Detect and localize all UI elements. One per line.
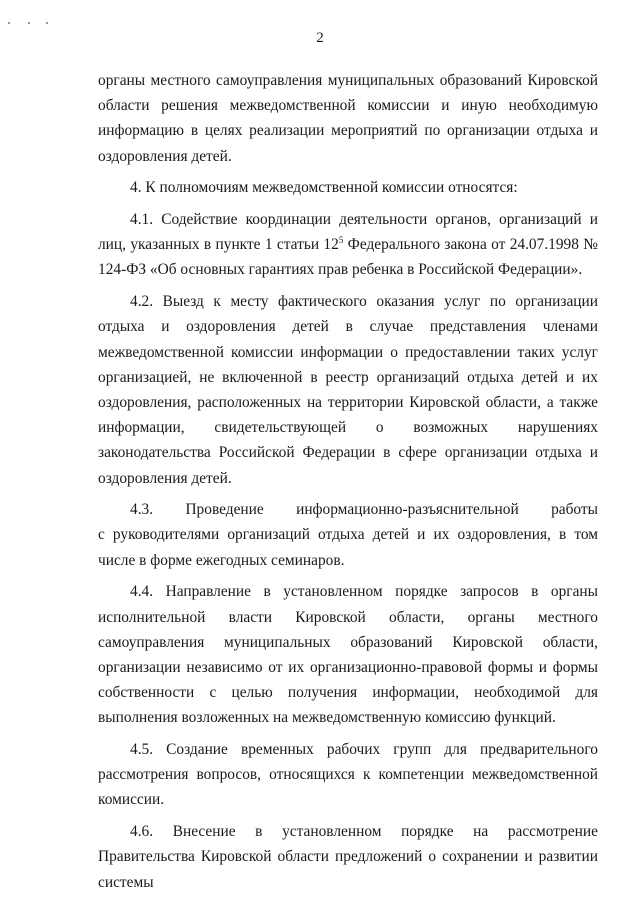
document-body: [98, 68, 598, 901]
paragraph-4-6: 4.6. Внесение в установленном порядке на рассмотрение Правительства Кировской области предложений о сохранении и развитии системы: [98, 823, 598, 891]
paragraph-4-3-line1: 4.3. Проведение информационно-разъяснительной работы: [130, 501, 598, 519]
paragraph-4-1-superscript: 5: [338, 235, 344, 246]
paragraph-4: 4. К полномочиям межведомственной комиссии относятся:: [130, 179, 518, 197]
page-number: 2: [316, 30, 324, 46]
paragraph-4-4: 4.4. Направление в установленном порядке запросов в органы исполнительной власти Кировской области, органы местного самоуправления муниципальных образований Кировской области, организации независимо от их организационно-правовой формы и формы собственности с целью получения информации, необходимой для выполнения возложенных на межведомственную комиссию функций.: [98, 583, 598, 727]
paragraph-4-2: 4.2. Выезд к месту фактического оказания услуг по организации отдыха и оздоровления детей в случае представления членами межведомственной комиссии информации о предоставлении таких услуг организацией, не включенной в реестр организаций отдыха детей и их оздоровления, расположенных на территории Кировской области, а также информации, свидетельствующей о возможных нарушениях законодательства Российской Федерации в сфере организации отдыха и оздоровления детей.: [98, 293, 598, 487]
scan-speck: [46, 22, 48, 24]
scan-speck: [28, 22, 30, 24]
paragraph-continuation: органы местного самоуправления муниципальных образований Кировской области решения межведомственной комиссии и иную необходимую информацию в целях реализации мероприятий по организации отдыха и оздоровления детей.: [98, 72, 598, 165]
paragraph-4-1: [98, 207, 598, 283]
scan-speck: [8, 22, 10, 24]
paragraph-4-5: 4.5. Создание временных рабочих групп для предварительного рассмотрения вопросов, относящихся к компетенции межведомственной комиссии.: [98, 741, 598, 809]
paragraph-4-1-text-a: 4.1. Содействие координации деятельности органов, организаций и лиц, указанных в пункте 1 статьи 12: [98, 211, 598, 254]
paragraph-4-1-text-b: Федерального закона от 24.07.1998 № 124-ФЗ «Об основных гарантиях прав ребенка в Российской Федерации».: [98, 236, 598, 279]
paragraph-4-3-rest: с руководителями организаций отдыха детей и их оздоровления, в том числе в форме ежегодных семинаров.: [98, 526, 598, 569]
